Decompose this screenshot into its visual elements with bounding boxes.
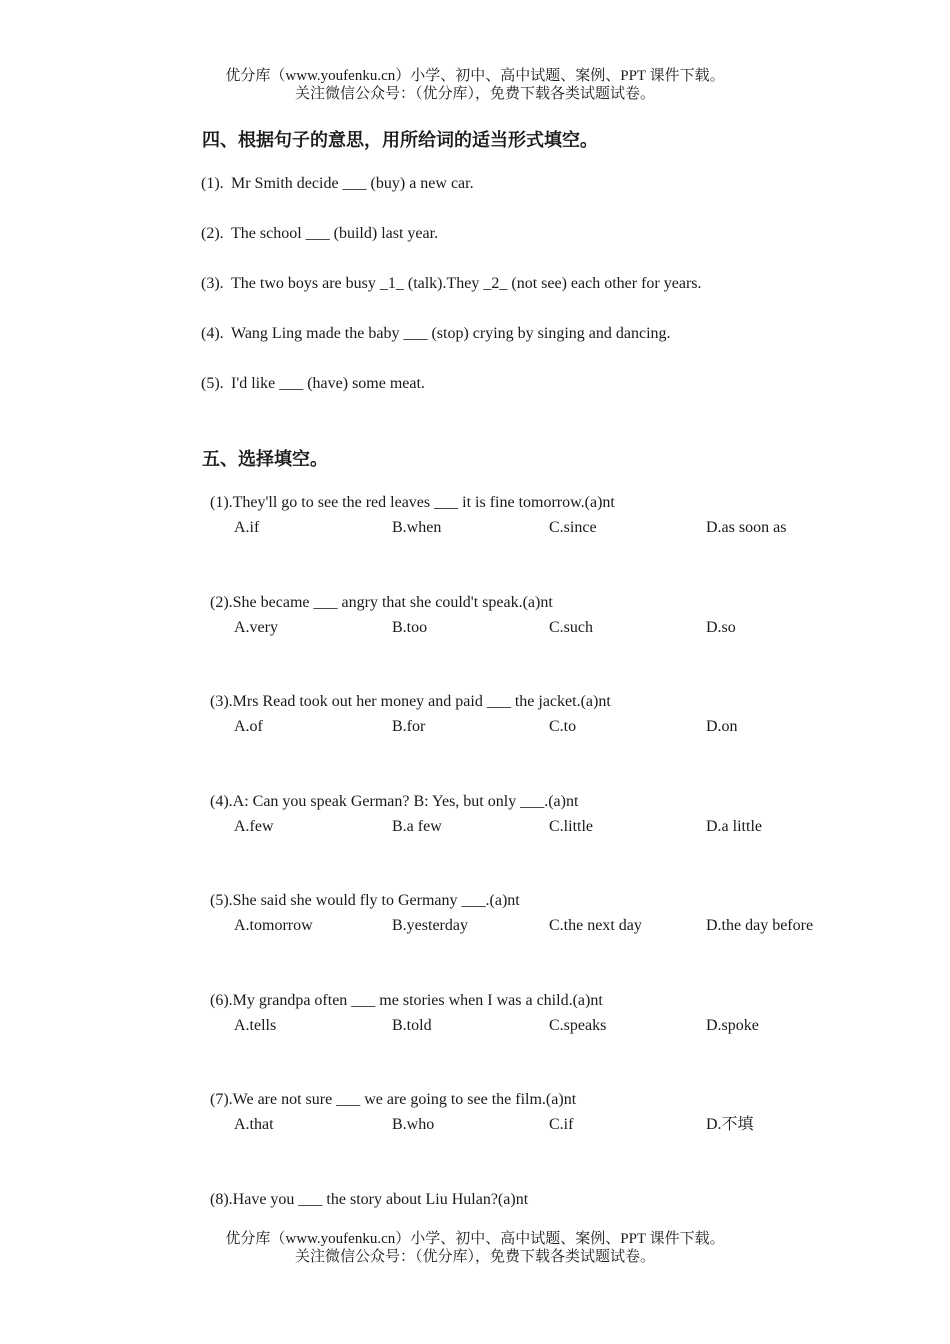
question-text: (8).Have you ___ the story about Liu Hulan?(a)nt xyxy=(210,1191,529,1208)
option-a: A.tells xyxy=(234,1017,277,1034)
fill-item-3 xyxy=(201,274,702,294)
options-row xyxy=(210,814,762,839)
fill-item-1 xyxy=(201,174,474,194)
question-text: (2).She became ___ angry that she could't speak.(a)nt xyxy=(210,594,553,611)
fill-item-4 xyxy=(201,324,671,344)
fill-item-number: (3). xyxy=(201,275,224,292)
option-b: B.told xyxy=(392,1017,432,1034)
option-d: D.so xyxy=(706,619,736,636)
section-4-title: 四、根据句子的意思，用所给词的适当形式填空。 xyxy=(202,130,598,151)
option-b: B.who xyxy=(392,1116,435,1133)
options-row xyxy=(210,1013,759,1038)
fill-item-5 xyxy=(201,374,425,394)
option-b: B.too xyxy=(392,619,428,636)
fill-item-text: The two boys are busy _1_ (talk).They _2_ (not see) each other for years. xyxy=(231,275,702,292)
option-c: C.to xyxy=(549,718,577,735)
options-row xyxy=(210,1112,754,1137)
question-text: (3).Mrs Read took out her money and paid ___ the jacket.(a)nt xyxy=(210,693,611,710)
fill-item-number: (4). xyxy=(201,325,224,342)
option-c: C.since xyxy=(549,519,597,536)
option-c: C.such xyxy=(549,619,593,636)
mc-question-1 xyxy=(210,490,787,540)
mc-question-4 xyxy=(210,789,762,839)
fill-item-number: (5). xyxy=(201,375,224,392)
mc-question-5 xyxy=(210,888,814,938)
fill-item-text: Mr Smith decide ___ (buy) a new car. xyxy=(231,175,474,192)
options-row xyxy=(210,913,814,938)
option-a: A.few xyxy=(234,818,274,835)
mc-question-2 xyxy=(210,590,736,640)
option-b: B.for xyxy=(392,718,426,735)
fill-item-text: Wang Ling made the baby ___ (stop) crying by singing and dancing. xyxy=(231,325,671,342)
question-text: (4).A: Can you speak German? B: Yes, but only ___.(a)nt xyxy=(210,793,579,810)
fill-item-text: I'd like ___ (have) some meat. xyxy=(231,375,425,392)
option-d: D.不填 xyxy=(706,1116,754,1133)
question-text: (6).My grandpa often ___ me stories when I was a child.(a)nt xyxy=(210,992,603,1009)
option-d: D.a little xyxy=(706,818,762,835)
option-b: B.yesterday xyxy=(392,917,468,934)
option-d: D.on xyxy=(706,718,738,735)
section-5-title: 五、选择填空。 xyxy=(202,449,328,470)
footer-line-2: 关注微信公众号：（优分库），免费下载各类试题试卷。 xyxy=(294,1249,655,1265)
options-row xyxy=(210,615,736,640)
option-a: A.if xyxy=(234,519,260,536)
question-text: (5).She said she would fly to Germany ___.(a)nt xyxy=(210,892,520,909)
option-d: D.as soon as xyxy=(706,519,787,536)
option-d: D.spoke xyxy=(706,1017,759,1034)
options-row xyxy=(210,714,738,739)
question-text: (1).They'll go to see the red leaves ___ it is fine tomorrow.(a)nt xyxy=(210,494,615,511)
option-b: B.a few xyxy=(392,818,442,835)
option-c: C.little xyxy=(549,818,593,835)
option-c: C.if xyxy=(549,1116,574,1133)
fill-item-number: (2). xyxy=(201,225,224,242)
mc-question-7 xyxy=(210,1087,754,1137)
option-d: D.the day before xyxy=(706,917,814,934)
header-line-1: 优分库（www.youfenku.cn）小学、初中、高中试题、案例、PPT 课件下载。 xyxy=(225,68,725,84)
header-line-2: 关注微信公众号：（优分库），免费下载各类试题试卷。 xyxy=(294,86,655,102)
option-a: A.tomorrow xyxy=(234,917,313,934)
option-c: C.speaks xyxy=(549,1017,607,1034)
option-a: A.of xyxy=(234,718,263,735)
footer-line-1: 优分库（www.youfenku.cn）小学、初中、高中试题、案例、PPT 课件下载。 xyxy=(225,1231,725,1247)
option-b: B.when xyxy=(392,519,442,536)
fill-item-2 xyxy=(201,224,438,244)
fill-item-text: The school ___ (build) last year. xyxy=(231,225,439,242)
mc-question-8 xyxy=(210,1187,528,1212)
option-a: A.very xyxy=(234,619,278,636)
fill-item-number: (1). xyxy=(201,175,224,192)
question-text: (7).We are not sure ___ we are going to see the film.(a)nt xyxy=(210,1091,577,1108)
option-c: C.the next day xyxy=(549,917,642,934)
options-row xyxy=(210,515,787,540)
option-a: A.that xyxy=(234,1116,274,1133)
mc-question-6 xyxy=(210,988,759,1038)
mc-question-3 xyxy=(210,689,738,739)
